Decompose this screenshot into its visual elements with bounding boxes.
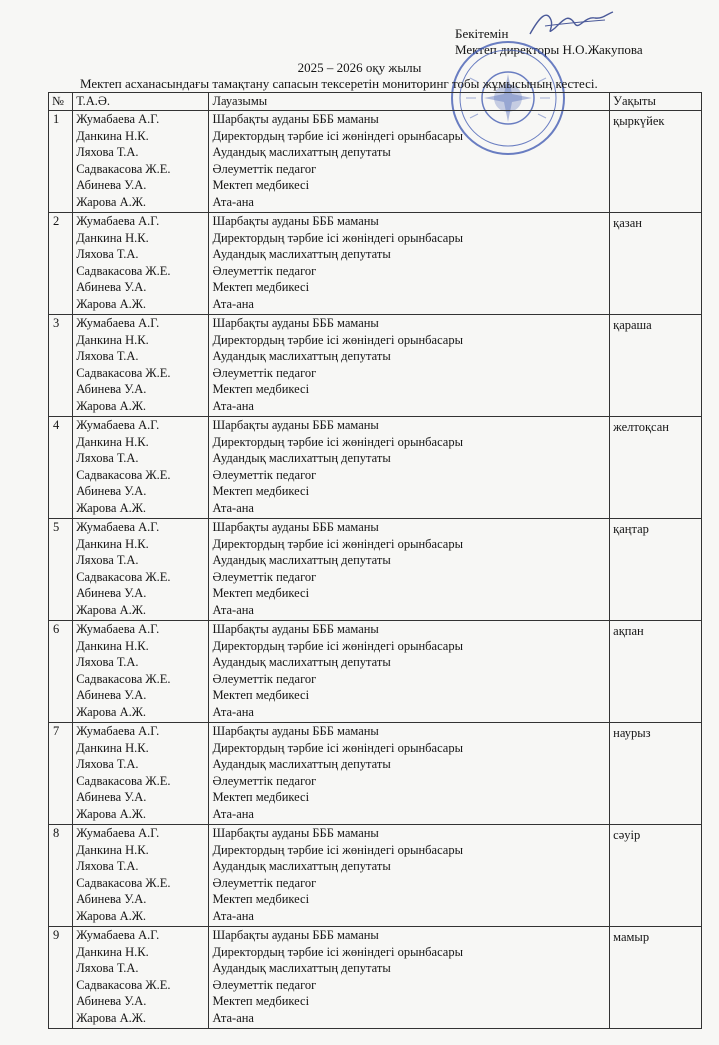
member-position: Аудандық маслихаттың депутаты [212,451,391,466]
monitoring-schedule-table [48,92,702,1029]
member-name: Жарова А.Ж. [76,398,147,413]
member-position: Директордың тәрбие ісі жөніндегі орынбасары [212,230,463,245]
member-name: Садвакасова Ж.Е. [76,875,171,890]
schedule-month: сәуір [610,825,702,927]
member-names-cell [73,213,209,315]
member-position: Шарбақты ауданы БББ маманы [212,724,379,738]
column-header-position: Лауазымы [209,93,610,111]
member-position: Аудандық маслихаттың депутаты [212,145,391,160]
member-position: Ата-ана [212,194,254,209]
schedule-month: наурыз [610,723,702,825]
member-position: Әлеуметтік педагог [212,161,317,176]
column-header-time: Уақыты [610,93,702,111]
member-name: Жумабаева А.Г. [76,418,160,432]
member-position: Әлеуметтік педагог [212,773,317,788]
table-row [49,927,702,1029]
member-position: Ата-ана [212,1010,254,1025]
member-position: Шарбақты ауданы БББ маманы [212,214,379,228]
member-name: Садвакасова Ж.Е. [76,773,171,788]
member-name: Ляхова Т.А. [76,349,139,364]
member-name: Ляхова Т.А. [76,247,139,262]
member-name: Жумабаева А.Г. [76,622,160,636]
schedule-month: ақпан [610,621,702,723]
member-position: Ата-ана [212,398,254,413]
member-name: Данкина Н.К. [76,536,149,551]
member-name: Абинева У.А. [76,178,147,193]
member-name: Абинева У.А. [76,586,147,601]
member-position: Директордың тәрбие ісі жөніндегі орынбасары [212,842,463,857]
member-position: Мектеп медбикесі [212,178,310,193]
document-title: Мектеп асханасындағы тамақтану сапасын тексеретін мониторинг тобы жұмысының кестесі. [80,76,598,91]
member-name: Ляхова Т.А. [76,961,139,976]
member-position: Әлеуметтік педагог [212,365,317,380]
table-row [49,723,702,825]
member-name: Данкина Н.К. [76,434,149,449]
row-number: 7 [49,723,73,825]
signature-icon [525,6,615,42]
member-name: Жумабаева А.Г. [76,112,160,126]
member-name: Абинева У.А. [76,790,147,805]
member-position: Ата-ана [212,704,254,719]
row-number: 5 [49,519,73,621]
member-position: Ата-ана [212,500,254,515]
schedule-month: қазан [610,213,702,315]
member-name: Ляхова Т.А. [76,145,139,160]
director-line: Мектеп директоры Н.О.Жакупова [455,42,643,57]
member-position: Аудандық маслихаттың депутаты [212,553,391,568]
member-name: Жумабаева А.Г. [76,826,160,840]
member-name: Ляхова Т.А. [76,859,139,874]
member-position: Аудандық маслихаттың депутаты [212,247,391,262]
member-name: Жарова А.Ж. [76,806,147,821]
member-position: Аудандық маслихаттың депутаты [212,655,391,670]
member-name: Жумабаева А.Г. [76,724,160,738]
member-position: Шарбақты ауданы БББ маманы [212,112,379,126]
member-position: Директордың тәрбие ісі жөніндегі орынбасары [212,638,463,653]
schedule-month: қараша [610,315,702,417]
table-body [49,111,702,1029]
member-position: Әлеуметтік педагог [212,671,317,686]
member-positions-cell [209,519,610,621]
member-name: Садвакасова Ж.Е. [76,671,171,686]
member-position: Мектеп медбикесі [212,892,310,907]
member-position: Ата-ана [212,602,254,617]
table-row [49,417,702,519]
member-position: Әлеуметтік педагог [212,569,317,584]
schedule-month: мамыр [610,927,702,1029]
member-name: Жарова А.Ж. [76,704,147,719]
member-name: Жумабаева А.Г. [76,214,160,228]
member-position: Ата-ана [212,908,254,923]
member-position: Шарбақты ауданы БББ маманы [212,826,379,840]
member-position: Мектеп медбикесі [212,382,310,397]
member-name: Жарова А.Ж. [76,500,147,515]
member-name: Жумабаева А.Г. [76,928,160,942]
member-positions-cell [209,825,610,927]
member-name: Жарова А.Ж. [76,908,147,923]
table-row [49,315,702,417]
approve-label: Бекітемін [455,26,509,41]
member-names-cell [73,417,209,519]
member-name: Ляхова Т.А. [76,655,139,670]
member-name: Ляхова Т.А. [76,451,139,466]
member-position: Директордың тәрбие ісі жөніндегі орынбасары [212,536,463,551]
member-position: Әлеуметтік педагог [212,977,317,992]
member-name: Жумабаева А.Г. [76,520,160,534]
member-positions-cell [209,621,610,723]
member-name: Ляхова Т.А. [76,757,139,772]
member-position: Шарбақты ауданы БББ маманы [212,418,379,432]
member-position: Әлеуметтік педагог [212,467,317,482]
member-position: Мектеп медбикесі [212,280,310,295]
member-positions-cell [209,315,610,417]
table-row [49,213,702,315]
member-name: Жарова А.Ж. [76,602,147,617]
member-name: Жарова А.Ж. [76,1010,147,1025]
table-header-row [49,93,702,111]
schedule-month: қыркүйек [610,111,702,213]
member-name: Садвакасова Ж.Е. [76,263,171,278]
member-position: Мектеп медбикесі [212,994,310,1009]
member-name: Ляхова Т.А. [76,553,139,568]
member-name: Абинева У.А. [76,892,147,907]
member-position: Мектеп медбикесі [212,586,310,601]
member-name: Садвакасова Ж.Е. [76,467,171,482]
member-position: Мектеп медбикесі [212,688,310,703]
member-name: Жумабаева А.Г. [76,316,160,330]
member-name: Садвакасова Ж.Е. [76,977,171,992]
member-name: Данкина Н.К. [76,944,149,959]
member-name: Садвакасова Ж.Е. [76,569,171,584]
member-name: Данкина Н.К. [76,128,149,143]
member-position: Директордың тәрбие ісі жөніндегі орынбасары [212,434,463,449]
member-position: Әлеуметтік педагог [212,263,317,278]
member-names-cell [73,621,209,723]
column-header-number: № [49,93,73,111]
member-position: Шарбақты ауданы БББ маманы [212,928,379,942]
member-position: Ата-ана [212,806,254,821]
member-name: Садвакасова Ж.Е. [76,161,171,176]
member-position: Директордың тәрбие ісі жөніндегі орынбасары [212,332,463,347]
member-name: Данкина Н.К. [76,638,149,653]
member-position: Шарбақты ауданы БББ маманы [212,520,379,534]
member-position: Мектеп медбикесі [212,790,310,805]
member-name: Абинева У.А. [76,688,147,703]
member-position: Аудандық маслихаттың депутаты [212,961,391,976]
member-positions-cell [209,417,610,519]
row-number: 2 [49,213,73,315]
member-name: Данкина Н.К. [76,740,149,755]
member-position: Шарбақты ауданы БББ маманы [212,316,379,330]
member-position: Әлеуметтік педагог [212,875,317,890]
member-names-cell [73,723,209,825]
member-position: Директордың тәрбие ісі жөніндегі орынбасары [212,740,463,755]
member-positions-cell [209,927,610,1029]
member-positions-cell [209,723,610,825]
member-names-cell [73,315,209,417]
member-position: Аудандық маслихаттың депутаты [212,859,391,874]
member-position: Мектеп медбикесі [212,484,310,499]
member-name: Жарова А.Ж. [76,194,147,209]
member-name: Абинева У.А. [76,382,147,397]
table-row [49,825,702,927]
member-position: Шарбақты ауданы БББ маманы [212,622,379,636]
member-position: Директордың тәрбие ісі жөніндегі орынбасары [212,944,463,959]
member-names-cell [73,927,209,1029]
member-name: Данкина Н.К. [76,842,149,857]
member-name: Данкина Н.К. [76,332,149,347]
member-name: Абинева У.А. [76,994,147,1009]
row-number: 8 [49,825,73,927]
member-position: Аудандық маслихаттың депутаты [212,757,391,772]
row-number: 6 [49,621,73,723]
table-row [49,621,702,723]
row-number: 1 [49,111,73,213]
member-positions-cell [209,213,610,315]
member-names-cell [73,111,209,213]
member-names-cell [73,825,209,927]
member-names-cell [73,519,209,621]
academic-year: 2025 – 2026 оқу жылы [297,60,422,75]
member-name: Абинева У.А. [76,484,147,499]
row-number: 3 [49,315,73,417]
member-name: Абинева У.А. [76,280,147,295]
schedule-month: желтоқсан [610,417,702,519]
schedule-month: қаңтар [610,519,702,621]
row-number: 9 [49,927,73,1029]
table-row [49,519,702,621]
member-name: Данкина Н.К. [76,230,149,245]
column-header-name: Т.А.Ә. [73,93,209,111]
row-number: 4 [49,417,73,519]
member-positions-cell [209,111,610,213]
member-position: Ата-ана [212,296,254,311]
member-name: Жарова А.Ж. [76,296,147,311]
member-name: Садвакасова Ж.Е. [76,365,171,380]
member-position: Директордың тәрбие ісі жөніндегі орынбасары [212,128,463,143]
member-position: Аудандық маслихаттың депутаты [212,349,391,364]
table-row [49,111,702,213]
